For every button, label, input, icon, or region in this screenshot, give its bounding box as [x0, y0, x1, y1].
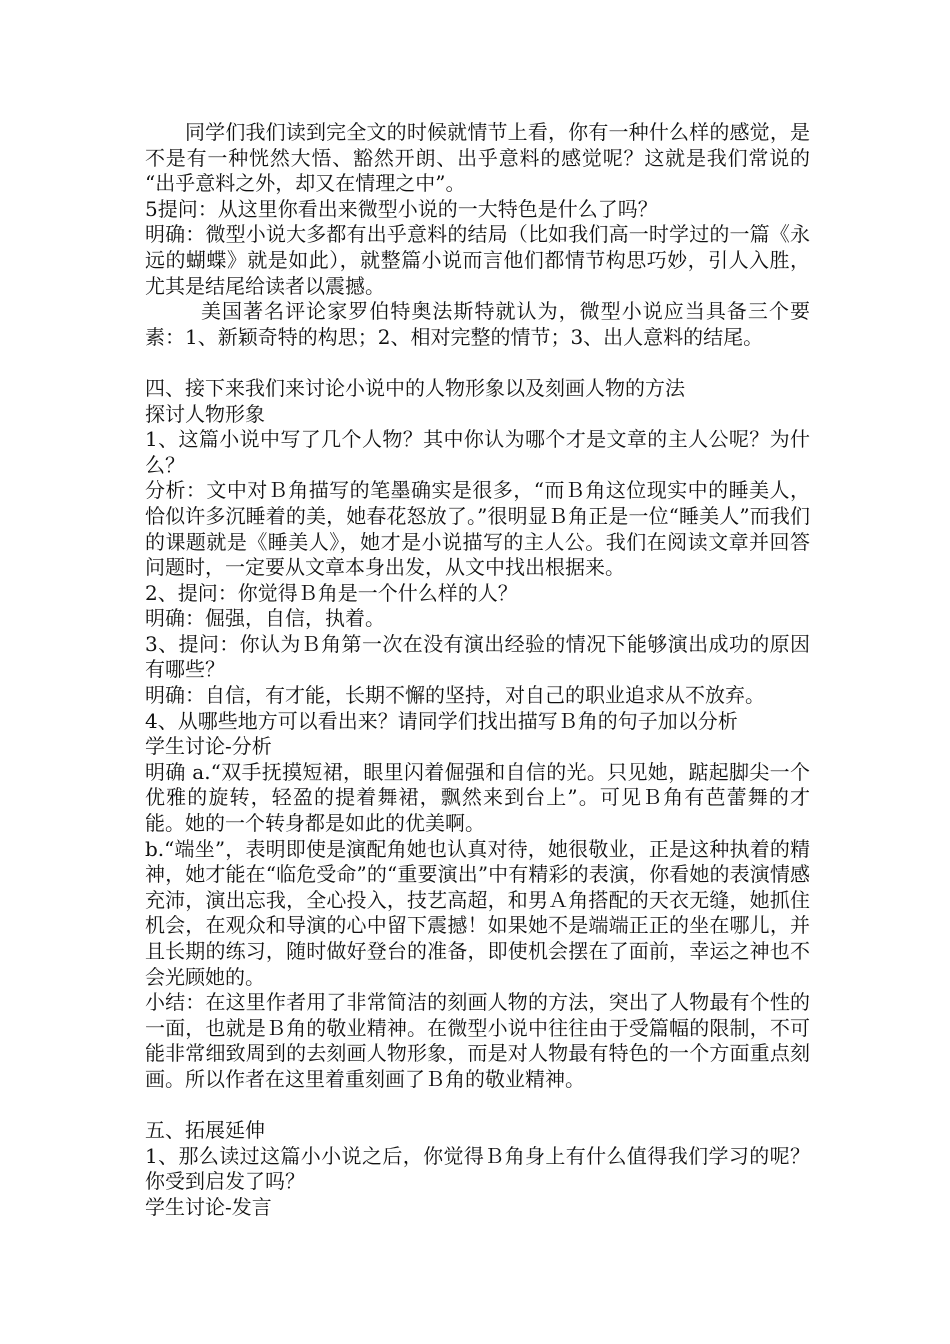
- discussion-speech: 学生讨论-发言: [145, 1194, 272, 1219]
- analysis-1: 分析：文中对Ｂ角描写的笔墨确实是很多，“而Ｂ角这位现实中的睡美人，恰似许多沉睡着的美，她春花怒放了。”很明显Ｂ角正是一位“睡美人”而我们的课题就是《睡美人》，她才是小说描写的主人公。我们在阅读文章并回答问题时，一定要从文章本身出发，从文中找出根据来。: [145, 478, 810, 580]
- section-5-heading: 五、拓展延伸: [145, 1118, 265, 1143]
- question-3: 3、提问：你认为Ｂ角第一次在没有演出经验的情况下能够演出成功的原因有哪些？: [145, 631, 810, 682]
- extension-question-1: 1、那么读过这篇小小说之后，你觉得Ｂ角身上有什么值得我们学习的呢？你受到启发了吗？: [145, 1143, 810, 1194]
- spacer: [145, 350, 810, 376]
- intro-paragraph: 同学们我们读到完全文的时候就情节上看，你有一种什么样的感觉，是不是有一种恍然大悟、豁然开朗、出乎意料的感觉呢？这就是我们常说的 “出乎意料之外，却又在情理之中”。: [145, 120, 810, 196]
- answer-4a: 明确 a.“双手抚摸短裙，眼里闪着倔强和自信的光。只见她，踮起脚尖一个优雅的旋转，轻盈的提着舞裙，飘然来到台上”。可见Ｂ角有芭蕾舞的才能。她的一个转身都是如此的优美啊。: [145, 759, 810, 836]
- answer-5: 明确：微型小说大多都有出乎意料的结局（比如我们高一时学过的一篇《永远的蝴蝶》就是如此），就整篇小说而言他们都情节构思巧妙，引人入胜，尤其是结尾给读者以震撼。: [145, 222, 810, 298]
- question-4: 4、从哪些地方可以看出来？请同学们找出描写Ｂ角的句子加以分析: [145, 708, 738, 733]
- discussion-analysis: 学生讨论-分析: [145, 734, 272, 759]
- question-5: 5提问：从这里你看出来微型小说的一大特色是什么了吗？: [145, 196, 658, 221]
- answer-2: 明确：倔强，自信，执着。: [145, 606, 385, 631]
- answer-4b: b.“端坐”，表明即使是演配角她也认真对待，她很敬业，正是这种执着的精神，她才能在“临危受命”的“重要演出”中有精彩的表演，你看她的表演情感充沛，演出忘我，全心投入，技艺高超，和男Ａ角搭配的天衣无缝，她抓住机会，在观众和导演的心中留下震撼！如果她不是端端正正的坐在哪儿，并且长期的练习，随时做好登台的准备，即使机会摆在了面前，幸运之神也不会光顾她的。: [145, 836, 810, 989]
- summary-paragraph: 小结：在这里作者用了非常简洁的刻画人物的方法，突出了人物最有个性的一面，也就是Ｂ角的敬业精神。在微型小说中往往由于受篇幅的限制，不可能非常细致周到的去刻画人物形象，而是对人物最有特色的一个方面重点刻画。所以作者在这里着重刻画了Ｂ角的敬业精神。: [145, 990, 810, 1091]
- question-1: 1、这篇小说中写了几个人物？其中你认为哪个才是文章的主人公呢？为什么？: [145, 427, 810, 477]
- subheading-characters: 探讨人物形象: [145, 401, 265, 426]
- answer-3: 明确：自信，有才能，长期不懈的坚持，对自己的职业追求从不放弃。: [145, 683, 765, 708]
- spacer: [145, 1093, 810, 1119]
- question-2: 2、提问：你觉得Ｂ角是一个什么样的人？: [145, 580, 518, 605]
- document-page: [145, 120, 810, 1221]
- critic-paragraph: 美国著名评论家罗伯特奥法斯特就认为，微型小说应当具备三个要素：1、新颖奇特的构思；2、相对完整的情节；3、出人意料的结尾。: [145, 299, 810, 349]
- section-4-heading: 四、接下来我们来讨论小说中的人物形象以及刻画人物的方法: [145, 375, 685, 400]
